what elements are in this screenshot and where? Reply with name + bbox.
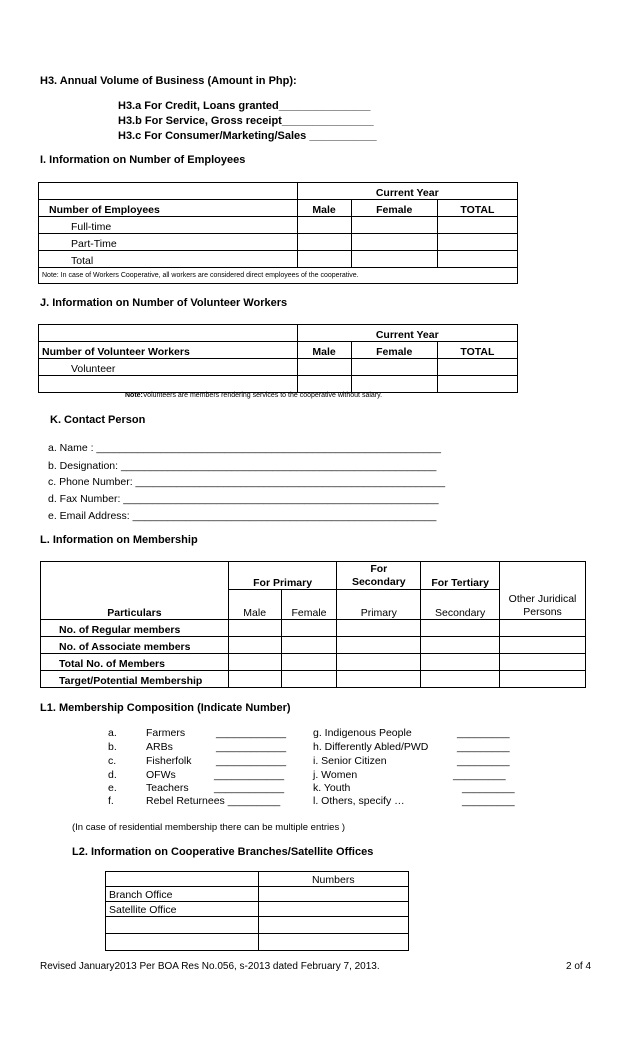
item-letter: b. [108, 741, 117, 753]
section-k-title: K. Contact Person [50, 414, 146, 426]
input-cell[interactable] [421, 620, 500, 637]
satellite-office-label: Satellite Office [106, 902, 259, 917]
primary-header: Primary [337, 590, 421, 620]
arbs-label: ARBs [146, 741, 173, 753]
indigenous-label: g. Indigenous People [313, 727, 412, 739]
page-number: 2 of 4 [566, 961, 592, 972]
input-cell[interactable] [337, 637, 421, 654]
volunteers-table [38, 324, 518, 393]
section-h3-title: H3. Annual Volume of Business (Amount in Php): [40, 75, 297, 87]
particulars-header: Particulars [41, 590, 229, 620]
membership-row-label: Target/Potential Membership [41, 671, 229, 688]
volunteers-total-header: TOTAL [437, 342, 517, 359]
numbers-header: Numbers [258, 872, 408, 887]
volunteers-row-label: Volunteer [39, 359, 298, 376]
for-tertiary-header: For Tertiary [421, 562, 500, 590]
input-cell[interactable] [437, 234, 517, 251]
pwd-label: h. Differently Abled/PWD [313, 741, 429, 753]
input-cell[interactable] [421, 654, 500, 671]
women-label: j. Women [313, 769, 358, 781]
contact-fax-field[interactable]: d. Fax Number: ______________________________________________________ [48, 493, 439, 505]
input-cell[interactable] [421, 671, 500, 688]
contact-email-field[interactable]: e. Email Address: ____________________________________________________ [48, 510, 437, 522]
input-cell[interactable] [228, 620, 281, 637]
female-header: Female [281, 590, 337, 620]
membership-table [40, 561, 586, 688]
rebel-returnees-field[interactable]: Rebel Returnees _________ [146, 795, 281, 807]
membership-row-label: No. of Associate members [41, 637, 229, 654]
volunteers-col-label: Number of Volunteer Workers [39, 342, 298, 359]
item-letter: f. [108, 795, 114, 807]
section-l2-title: L2. Information on Cooperative Branches/Satellite Offices [72, 846, 374, 858]
section-l1-title: L1. Membership Composition (Indicate Number) [40, 702, 291, 714]
input-cell[interactable] [258, 934, 408, 951]
input-cell[interactable] [500, 620, 586, 637]
input-cell[interactable] [500, 671, 586, 688]
input-cell[interactable] [281, 671, 337, 688]
input-cell[interactable] [337, 654, 421, 671]
employees-row-label: Total [39, 251, 298, 268]
volunteers-year-header: Current Year [297, 325, 517, 342]
arbs-field[interactable]: ____________ [216, 741, 287, 753]
branches-table [105, 871, 409, 951]
membership-composition [0, 727, 638, 837]
employees-note: Note: In case of Workers Cooperative, all workers are considered direct employees of the cooperative. [39, 268, 518, 284]
volunteers-female-header: Female [351, 342, 437, 359]
fisherfolk-label: Fisherfolk [146, 755, 192, 767]
senior-citizen-field[interactable]: _________ [457, 755, 510, 767]
input-cell[interactable] [297, 217, 351, 234]
item-letter: a. [108, 727, 117, 739]
for-secondary-header: For Secondary [337, 562, 421, 590]
input-cell[interactable] [258, 902, 408, 917]
senior-citizen-label: i. Senior Citizen [313, 755, 387, 767]
employees-row-label: Full-time [39, 217, 298, 234]
youth-field[interactable]: _________ [462, 782, 515, 794]
input-cell[interactable] [421, 637, 500, 654]
input-cell[interactable] [297, 251, 351, 268]
women-field[interactable]: _________ [453, 769, 506, 781]
input-cell[interactable] [351, 234, 437, 251]
input-cell[interactable] [437, 217, 517, 234]
input-cell[interactable] [351, 359, 437, 376]
input-cell[interactable] [297, 376, 351, 393]
employees-table [38, 182, 518, 284]
input-cell[interactable] [437, 359, 517, 376]
for-primary-header: For Primary [228, 562, 337, 590]
employees-row-label: Part-Time [39, 234, 298, 251]
teachers-label: Teachers [146, 782, 189, 794]
male-header: Male [228, 590, 281, 620]
farmers-field[interactable]: ____________ [216, 727, 287, 739]
input-cell[interactable] [437, 376, 517, 393]
fisherfolk-field[interactable]: ____________ [216, 755, 287, 767]
others-label: l. Others, specify … [313, 795, 405, 807]
youth-label: k. Youth [313, 782, 351, 794]
input-cell[interactable] [500, 654, 586, 671]
indigenous-field[interactable]: _________ [457, 727, 510, 739]
h3b-field[interactable]: H3.b For Service, Gross receipt_______________ [118, 115, 374, 127]
input-cell[interactable] [258, 887, 408, 902]
input-cell[interactable] [106, 934, 259, 951]
item-letter: c. [108, 755, 117, 767]
ofws-label: OFWs [146, 769, 176, 781]
pwd-field[interactable]: _________ [457, 741, 510, 753]
employees-col-label: Number of Employees [39, 200, 298, 217]
input-cell[interactable] [281, 620, 337, 637]
employees-male-header: Male [297, 200, 351, 217]
input-cell[interactable] [258, 917, 408, 934]
teachers-field[interactable]: ____________ [214, 782, 285, 794]
input-cell[interactable] [281, 654, 337, 671]
volunteers-male-header: Male [297, 342, 351, 359]
employees-female-header: Female [351, 200, 437, 217]
contact-designation-field[interactable]: b. Designation: ______________________________________________________ [48, 460, 437, 472]
input-cell[interactable] [297, 234, 351, 251]
input-cell[interactable] [337, 620, 421, 637]
others-field[interactable]: _________ [462, 795, 515, 807]
employees-year-header: Current Year [297, 183, 517, 200]
membership-row-label: Total No. of Members [41, 654, 229, 671]
section-l-title: L. Information on Membership [40, 534, 198, 546]
h3c-field[interactable]: H3.c For Consumer/Marketing/Sales ___________ [118, 130, 377, 142]
item-letter: d. [108, 769, 117, 781]
ofws-field[interactable]: ____________ [214, 769, 285, 781]
branch-office-label: Branch Office [106, 887, 259, 902]
input-cell[interactable] [228, 637, 281, 654]
input-cell[interactable] [337, 671, 421, 688]
contact-name-field[interactable]: a. Name : ___________________________________________________________ [48, 442, 441, 454]
input-cell[interactable] [228, 671, 281, 688]
input-cell[interactable] [351, 376, 437, 393]
input-cell[interactable] [281, 637, 337, 654]
input-cell[interactable] [106, 917, 259, 934]
section-i-title: I. Information on Number of Employees [40, 154, 246, 166]
input-cell[interactable] [351, 217, 437, 234]
employees-total-header: TOTAL [437, 200, 517, 217]
h3a-field[interactable]: H3.a For Credit, Loans granted_______________ [118, 100, 371, 112]
section-j-title: J. Information on Number of Volunteer Workers [40, 297, 288, 309]
item-letter: e. [108, 782, 117, 794]
input-cell[interactable] [228, 654, 281, 671]
membership-row-label: No. of Regular members [41, 620, 229, 637]
input-cell[interactable] [351, 251, 437, 268]
farmers-label: Farmers [146, 727, 186, 739]
input-cell[interactable] [437, 251, 517, 268]
residential-note: (In case of residential membership there can be multiple entries ) [72, 822, 345, 833]
other-juridical-header: Other Juridical Persons [500, 590, 586, 620]
volunteers-note: Note:Volunteers are members rendering services to the cooperative without salary. [125, 392, 383, 399]
input-cell[interactable] [500, 637, 586, 654]
contact-phone-field[interactable]: c. Phone Number: _____________________________________________________ [48, 476, 446, 488]
secondary-header: Secondary [421, 590, 500, 620]
input-cell[interactable] [297, 359, 351, 376]
footer-revision: Revised January2013 Per BOA Res No.056, s-2013 dated February 7, 2013. [40, 961, 380, 972]
